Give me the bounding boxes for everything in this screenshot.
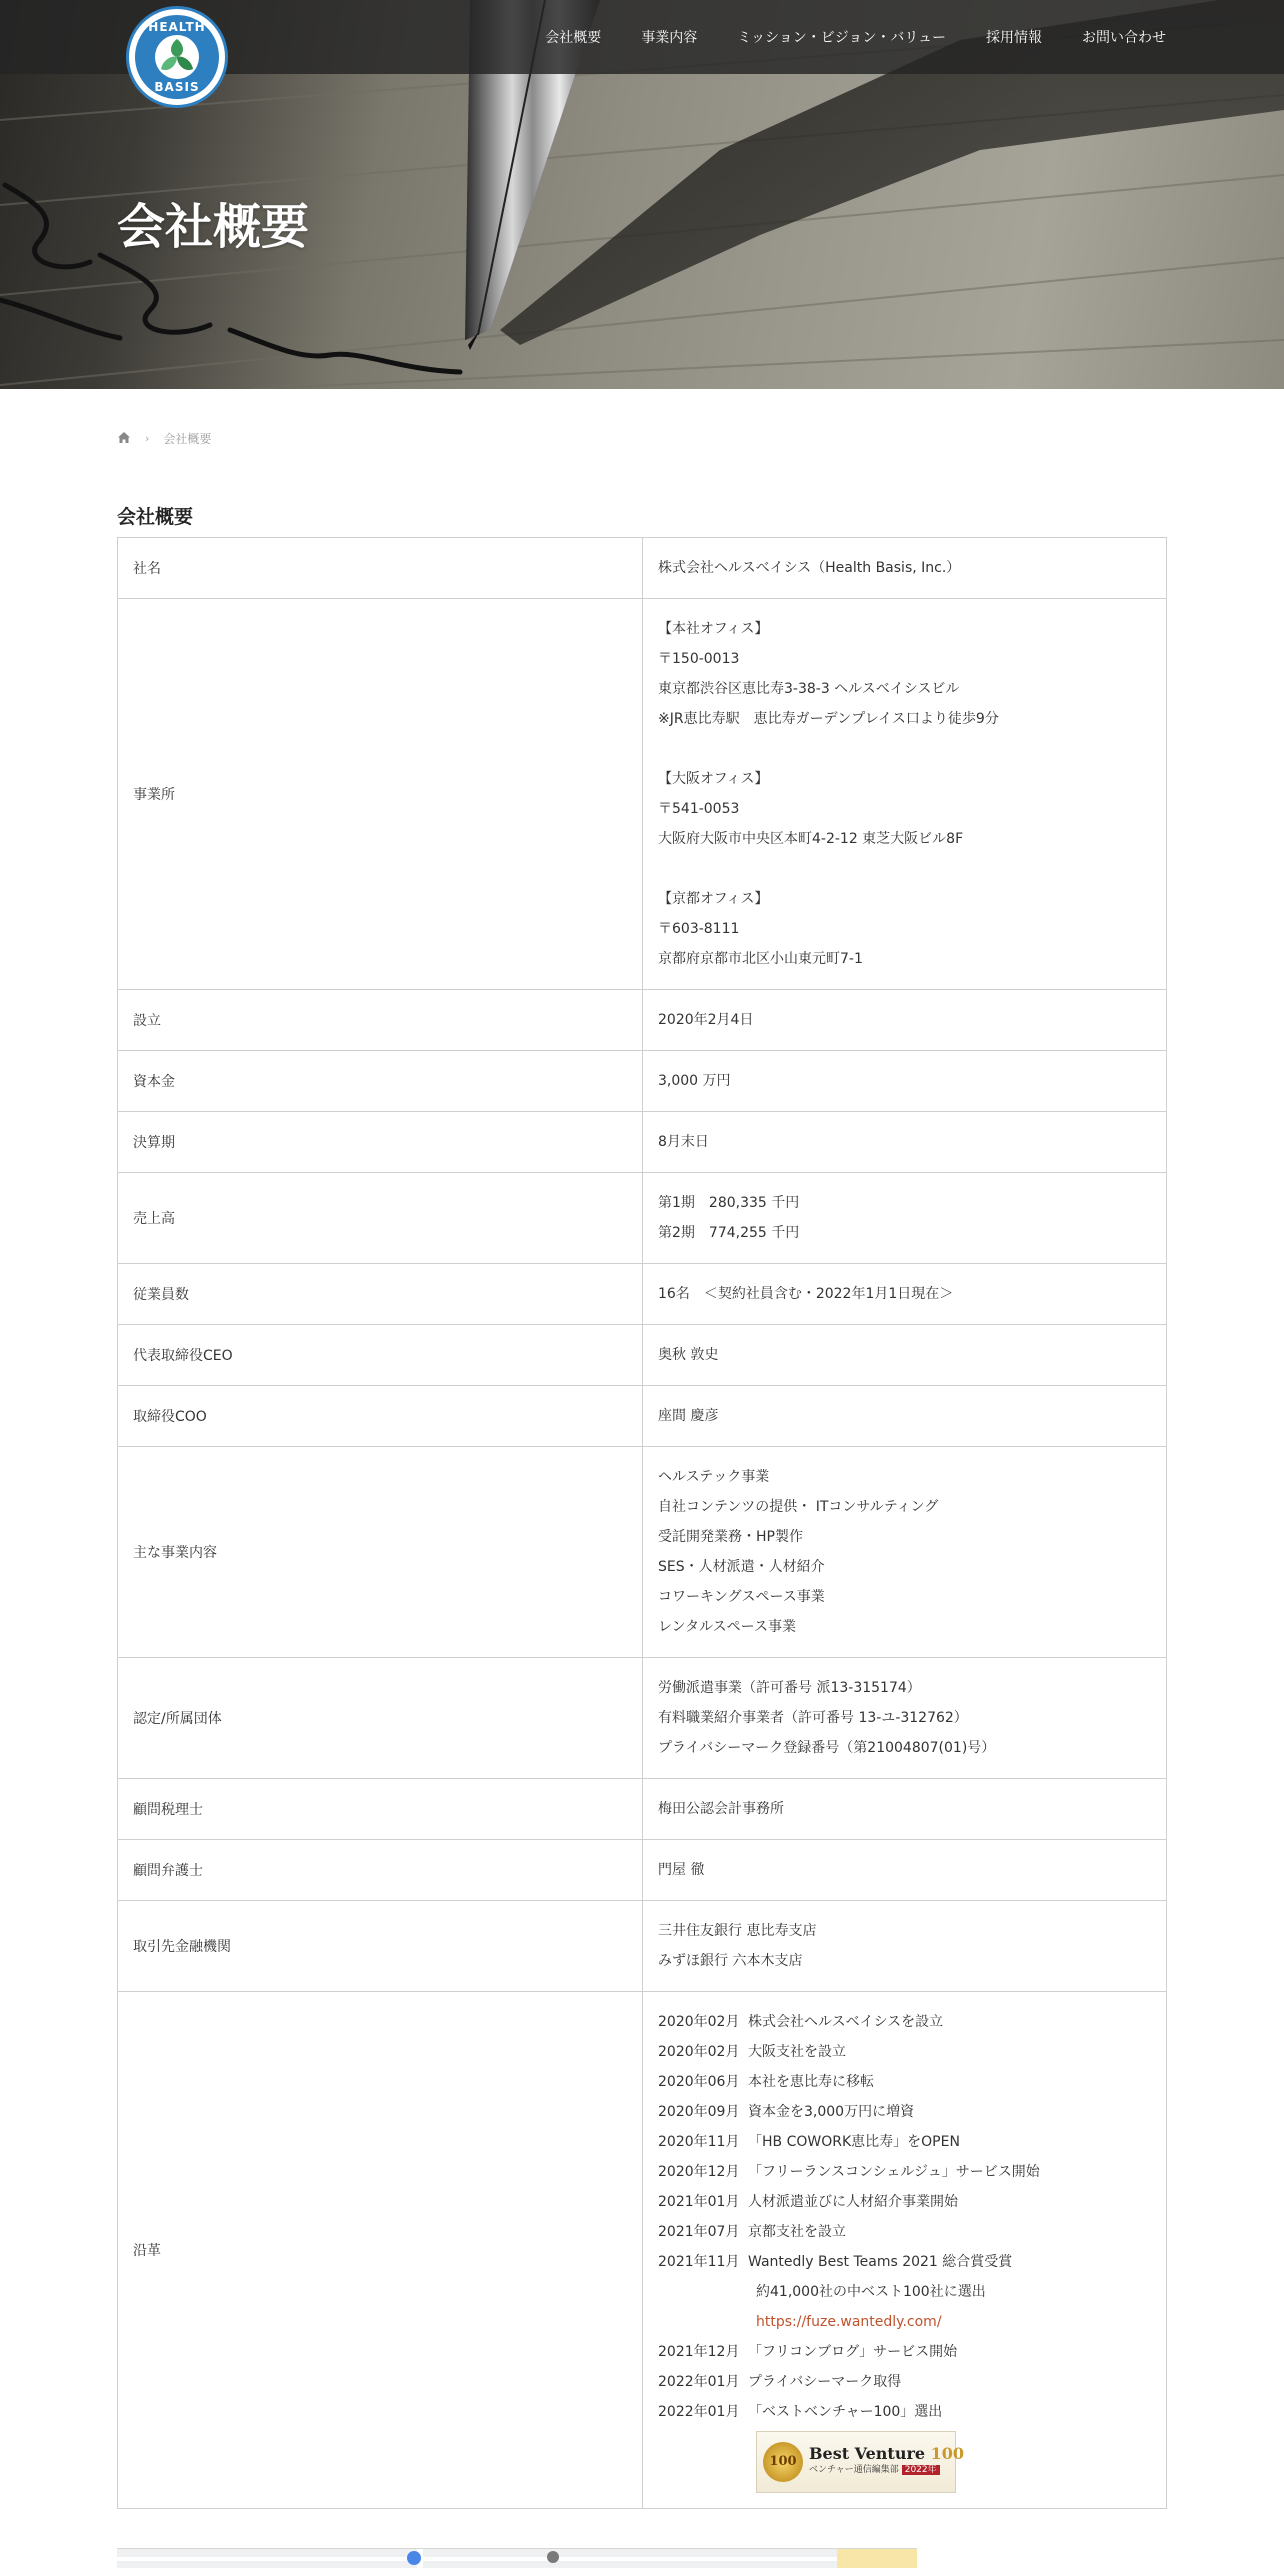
award-note: 約41,000社の中ベスト100社に選出 [756, 2284, 986, 2300]
company-info-table [117, 537, 1167, 2509]
row-label: 沿革 [118, 1992, 643, 2509]
table-row [118, 1901, 1167, 1992]
table-row [118, 1112, 1167, 1173]
table-row [118, 1779, 1167, 1840]
table-row [118, 1447, 1167, 1658]
row-label: 認定/所属団体 [118, 1658, 643, 1779]
history-date: 2021年12月 [658, 2344, 740, 2360]
sales-line: 第1期 280,335 千円 [658, 1195, 800, 1211]
history-date: 2022年01月 [658, 2374, 740, 2390]
history-date: 2020年02月 [658, 2014, 740, 2030]
history-text: 京都支社を設立 [748, 2224, 846, 2240]
table-row [118, 599, 1167, 990]
history-text: 「フリコンブログ」サービス開始 [748, 2344, 958, 2360]
office-line: 京都府京都市北区小山東元町7-1 [658, 951, 863, 967]
row-value [643, 1447, 1167, 1658]
business-line: 自社コンテンツの提供・ ITコンサルティング [658, 1499, 939, 1515]
wantedly-link[interactable]: https://fuze.wantedly.com/ [756, 2314, 942, 2330]
badge-title [809, 2446, 964, 2462]
logo-text-bottom: BASIS [154, 80, 200, 94]
history-item [658, 2187, 1151, 2217]
breadcrumb-current: 会社概要 [163, 432, 212, 446]
logo-emblem [135, 15, 219, 99]
table-row [118, 1658, 1167, 1779]
nav-item-company[interactable]: 会社概要 [545, 30, 602, 46]
sales-line: 第2期 774,255 千円 [658, 1225, 800, 1241]
history-item [658, 2067, 1151, 2097]
page-title: 会社概要 [117, 199, 310, 255]
office-line: 【本社オフィス】 [658, 621, 769, 637]
business-line: ヘルステック事業 [658, 1469, 770, 1485]
map-road [117, 2557, 917, 2561]
office-line: 東京都渋谷区恵比寿3-38-3 ヘルスベイシスビル [658, 681, 960, 697]
history-date: 2021年07月 [658, 2224, 740, 2240]
breadcrumb-separator-icon: › [145, 432, 150, 445]
badge-title-num: 100 [930, 2444, 965, 2463]
office-line: 【京都オフィス】 [658, 891, 769, 907]
google-map[interactable] [117, 2548, 917, 2568]
history-text: Wantedly Best Teams 2021 総合賞受賞 [748, 2254, 1013, 2270]
office-line: 〒603-8111 [658, 921, 740, 937]
table-row [118, 1264, 1167, 1325]
history-text: 人材派遣並びに人材紹介事業開始 [748, 2194, 958, 2210]
history-item [658, 2337, 1151, 2367]
row-label: 事業所 [118, 599, 643, 990]
history-item [658, 2217, 1151, 2247]
history-date: 2020年06月 [658, 2074, 740, 2090]
row-value: 3,000 万円 [643, 1051, 1167, 1112]
table-row [118, 538, 1167, 599]
badge-medal-icon: 100 [763, 2442, 803, 2482]
badge-text [809, 2446, 964, 2478]
history-date: 2021年11月 [658, 2254, 740, 2270]
row-value: 門屋 徹 [643, 1840, 1167, 1901]
row-label: 代表取締役CEO [118, 1325, 643, 1386]
history-text: 「ベストベンチャー100」選出 [748, 2404, 943, 2420]
row-label: 従業員数 [118, 1264, 643, 1325]
main-nav [505, 0, 1166, 74]
table-row [118, 1840, 1167, 1901]
row-label: 取締役COO [118, 1386, 643, 1447]
office-line: ※JR恵比寿駅 恵比寿ガーデンプレイス口より徒歩9分 [658, 711, 999, 727]
table-row [118, 1325, 1167, 1386]
table-row [118, 1386, 1167, 1447]
history-text: 資本金を3,000万円に増資 [748, 2104, 915, 2120]
history-date: 2020年09月 [658, 2104, 740, 2120]
row-value [643, 1173, 1167, 1264]
history-item [658, 2037, 1151, 2067]
map-pin-icon [407, 2551, 421, 2565]
section-title: 会社概要 [117, 506, 194, 528]
cert-line: 労働派遣事業（許可番号 派13-315174） [658, 1680, 921, 1696]
best-venture-badge [756, 2431, 965, 2493]
history-item [658, 2367, 1151, 2397]
badge-subtitle [809, 2462, 964, 2478]
history-item [658, 2097, 1151, 2127]
nav-item-contact[interactable]: お問い合わせ [1082, 30, 1166, 46]
nav-item-recruit[interactable]: 採用情報 [986, 30, 1042, 46]
row-label: 資本金 [118, 1051, 643, 1112]
row-label: 取引先金融機関 [118, 1901, 643, 1992]
award-link-row [658, 2307, 1151, 2337]
row-label: 主な事業内容 [118, 1447, 643, 1658]
office-line: 〒541-0053 [658, 801, 740, 817]
history-text: 「フリーランスコンシェルジュ」サービス開始 [748, 2164, 1040, 2180]
nav-item-business[interactable]: 事業内容 [641, 30, 698, 46]
history-date: 2020年02月 [658, 2044, 740, 2060]
table-row [118, 990, 1167, 1051]
history-date: 2022年01月 [658, 2404, 740, 2420]
table-row [118, 1992, 1167, 2509]
business-line: コワーキングスペース事業 [658, 1589, 825, 1605]
history-item [658, 2247, 1151, 2277]
health-basis-logo[interactable] [126, 6, 228, 108]
row-label: 設立 [118, 990, 643, 1051]
map-area [837, 2549, 917, 2568]
row-value: 8月末日 [643, 1112, 1167, 1173]
history-text: 「HB COWORK恵比寿」をOPEN [748, 2134, 960, 2150]
history-item [658, 2157, 1151, 2187]
history-item [658, 2127, 1151, 2157]
badge-title-main: Best Venture [809, 2444, 926, 2463]
office-line: 〒150-0013 [658, 651, 740, 667]
row-label: 社名 [118, 538, 643, 599]
history-date: 2020年11月 [658, 2134, 740, 2150]
row-label: 顧問税理士 [118, 1779, 643, 1840]
row-value: 座間 慶彦 [643, 1386, 1167, 1447]
table-row [118, 1051, 1167, 1112]
office-line: 【大阪オフィス】 [658, 771, 769, 787]
history-date: 2021年01月 [658, 2194, 740, 2210]
badge-sub: ベンチャー通信編集部 [809, 2465, 899, 2475]
office-spacer [658, 734, 1151, 764]
bank-line: みずほ銀行 六本木支店 [658, 1953, 803, 1969]
bank-line: 三井住友銀行 恵比寿支店 [658, 1923, 817, 1939]
business-line: SES・人材派遣・人材紹介 [658, 1559, 825, 1575]
history-text: プライバシーマーク取得 [748, 2374, 902, 2390]
row-value: 2020年2月4日 [643, 990, 1167, 1051]
logo-leaf-icon [155, 35, 199, 79]
nav-item-mission[interactable]: ミッション・ビジョン・バリュー [737, 30, 946, 46]
cert-line: 有料職業紹介事業者（許可番号 13-ユ-312762） [658, 1710, 968, 1726]
row-value [643, 1992, 1167, 2509]
office-spacer [658, 854, 1151, 884]
home-icon[interactable] [117, 431, 131, 447]
row-value: 奥秋 敦史 [643, 1325, 1167, 1386]
row-value: 株式会社ヘルスベイシス（Health Basis, Inc.） [643, 538, 1167, 599]
business-line: 受託開発業務・HP製作 [658, 1529, 803, 1545]
row-label: 決算期 [118, 1112, 643, 1173]
history-item [658, 2397, 1151, 2427]
cert-line: プライバシーマーク登録番号（第21004807(01)号） [658, 1740, 996, 1756]
hero-banner [0, 0, 1284, 389]
logo-text-top: HEALTH [148, 20, 206, 34]
row-value: 梅田公認会計事務所 [643, 1779, 1167, 1840]
row-label: 顧問弁護士 [118, 1840, 643, 1901]
row-label: 売上高 [118, 1173, 643, 1264]
history-text: 本社を恵比寿に移転 [748, 2074, 874, 2090]
row-value [643, 1658, 1167, 1779]
business-line: レンタルスペース事業 [658, 1619, 796, 1635]
office-line: 大阪府大阪市中央区本町4-2-12 東芝大阪ビル8F [658, 831, 964, 847]
history-date: 2020年12月 [658, 2164, 740, 2180]
history-item [658, 2007, 1151, 2037]
breadcrumb [117, 430, 211, 447]
history-text: 大阪支社を設立 [748, 2044, 846, 2060]
row-value [643, 599, 1167, 990]
history-text: 株式会社ヘルスベイシスを設立 [748, 2014, 944, 2030]
badge-year: 2022年 [902, 2465, 940, 2475]
map-pin-icon [547, 2551, 559, 2563]
row-value: 16名 ＜契約社員含む・2022年1月1日現在＞ [643, 1264, 1167, 1325]
row-value [643, 1901, 1167, 1992]
table-row [118, 1173, 1167, 1264]
